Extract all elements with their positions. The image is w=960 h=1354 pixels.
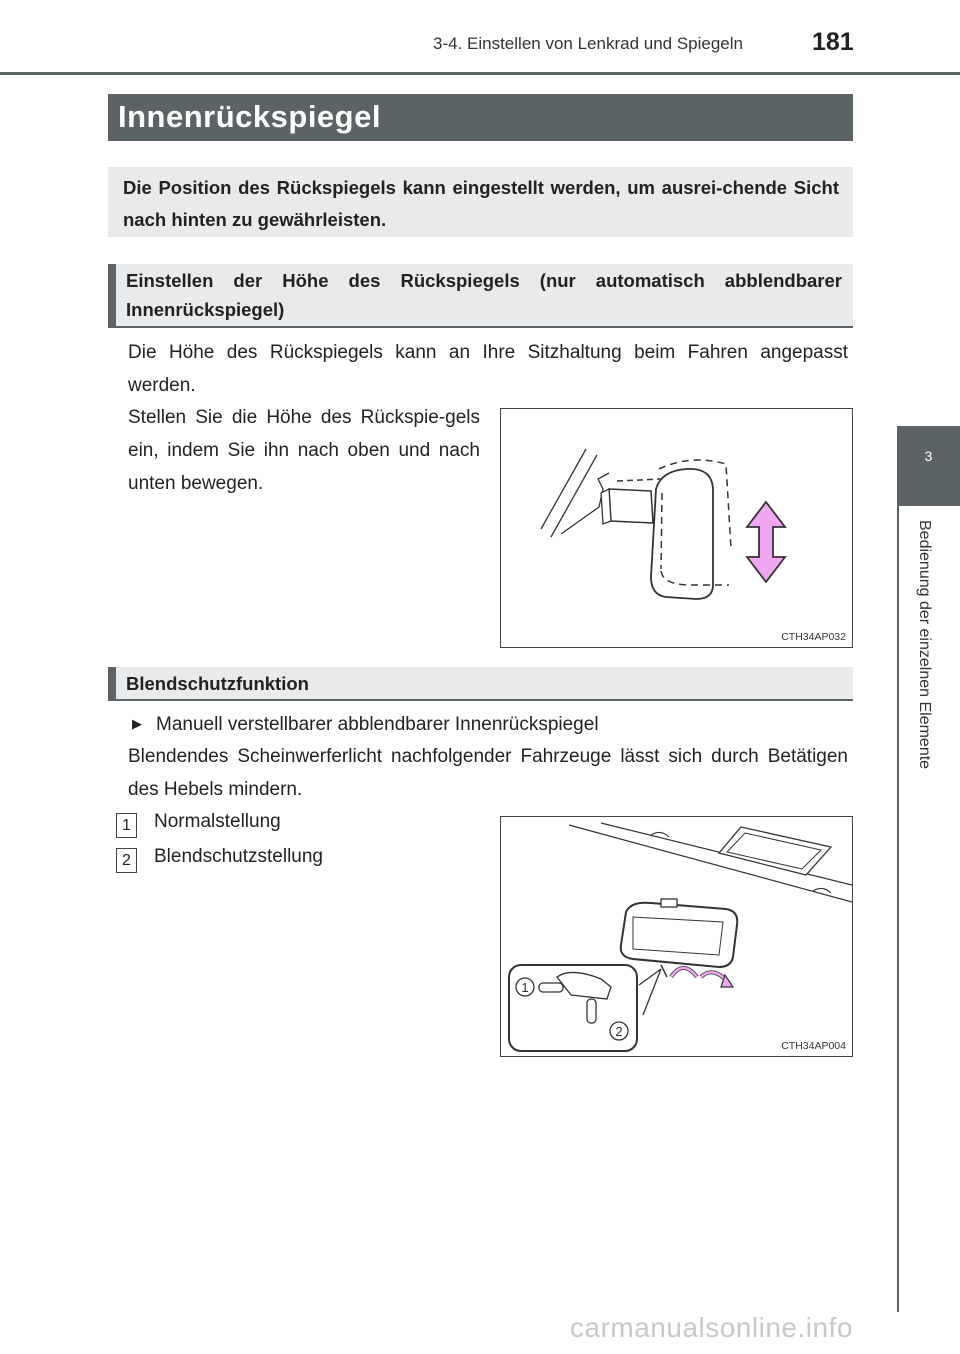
- chapter-tab-number: 3: [924, 448, 933, 464]
- chapter-tab-label: Bedienung der einzelnen Elemente: [916, 520, 933, 770]
- antiglare-paragraph: Blendendes Scheinwerferlicht nachfolgender Fahrzeuge lässt sich durch Betätigen des Hebels mindern.: [128, 746, 848, 800]
- figure-code: CTH34AP004: [781, 1040, 846, 1052]
- antiglare-illustration: [501, 817, 852, 1056]
- header-divider: [0, 72, 960, 75]
- footer-watermark[interactable]: carmanualsonline.info: [570, 1312, 853, 1343]
- section-header-accent: [108, 264, 116, 326]
- intro-text: Die Position des Rückspiegels kann eingestellt werden, um ausrei-chende Sicht nach hinten zu gewährleisten.: [123, 177, 839, 230]
- antiglare-figure: [500, 816, 853, 1057]
- inset-callout-1: 1: [521, 980, 529, 995]
- height-paragraph: Die Höhe des Rückspiegels kann an Ihre Sitzhaltung beim Fahren angepasst werden.: [128, 342, 848, 396]
- chapter-tab: [897, 426, 960, 506]
- section-title-height: Einstellen der Höhe des Rückspiegels (nur automatisch abblendbarer Innenrückspiegel): [126, 270, 842, 320]
- section-title-antiglare: Blendschutzfunktion: [126, 673, 309, 694]
- callout-label-2: Blendschutzstellung: [154, 846, 323, 867]
- page-title: Innenrückspiegel: [118, 99, 381, 134]
- page-number: 181: [812, 28, 854, 56]
- bullet-item: [132, 707, 599, 741]
- callout-label-1: Normalstellung: [154, 811, 281, 832]
- bullet-text: Manuell verstellbarer abblendbarer Innenrückspiegel: [156, 714, 599, 735]
- bullet-triangle-icon: ▶: [132, 716, 142, 731]
- height-instruction: Stellen Sie die Höhe des Rückspie-gels ein, indem Sie ihn nach oben und nach unten bewegen.: [128, 407, 480, 494]
- callout-number-1: 1: [116, 813, 137, 838]
- mirror-height-illustration: [501, 409, 852, 647]
- callout-number-2: 2: [116, 848, 137, 873]
- figure-code: CTH34AP032: [781, 631, 846, 643]
- mirror-height-figure: [500, 408, 853, 648]
- header-section-title: 3-4. Einstellen von Lenkrad und Spiegeln: [433, 34, 743, 53]
- inset-callout-2: 2: [615, 1024, 623, 1039]
- section-header-accent: [108, 667, 116, 699]
